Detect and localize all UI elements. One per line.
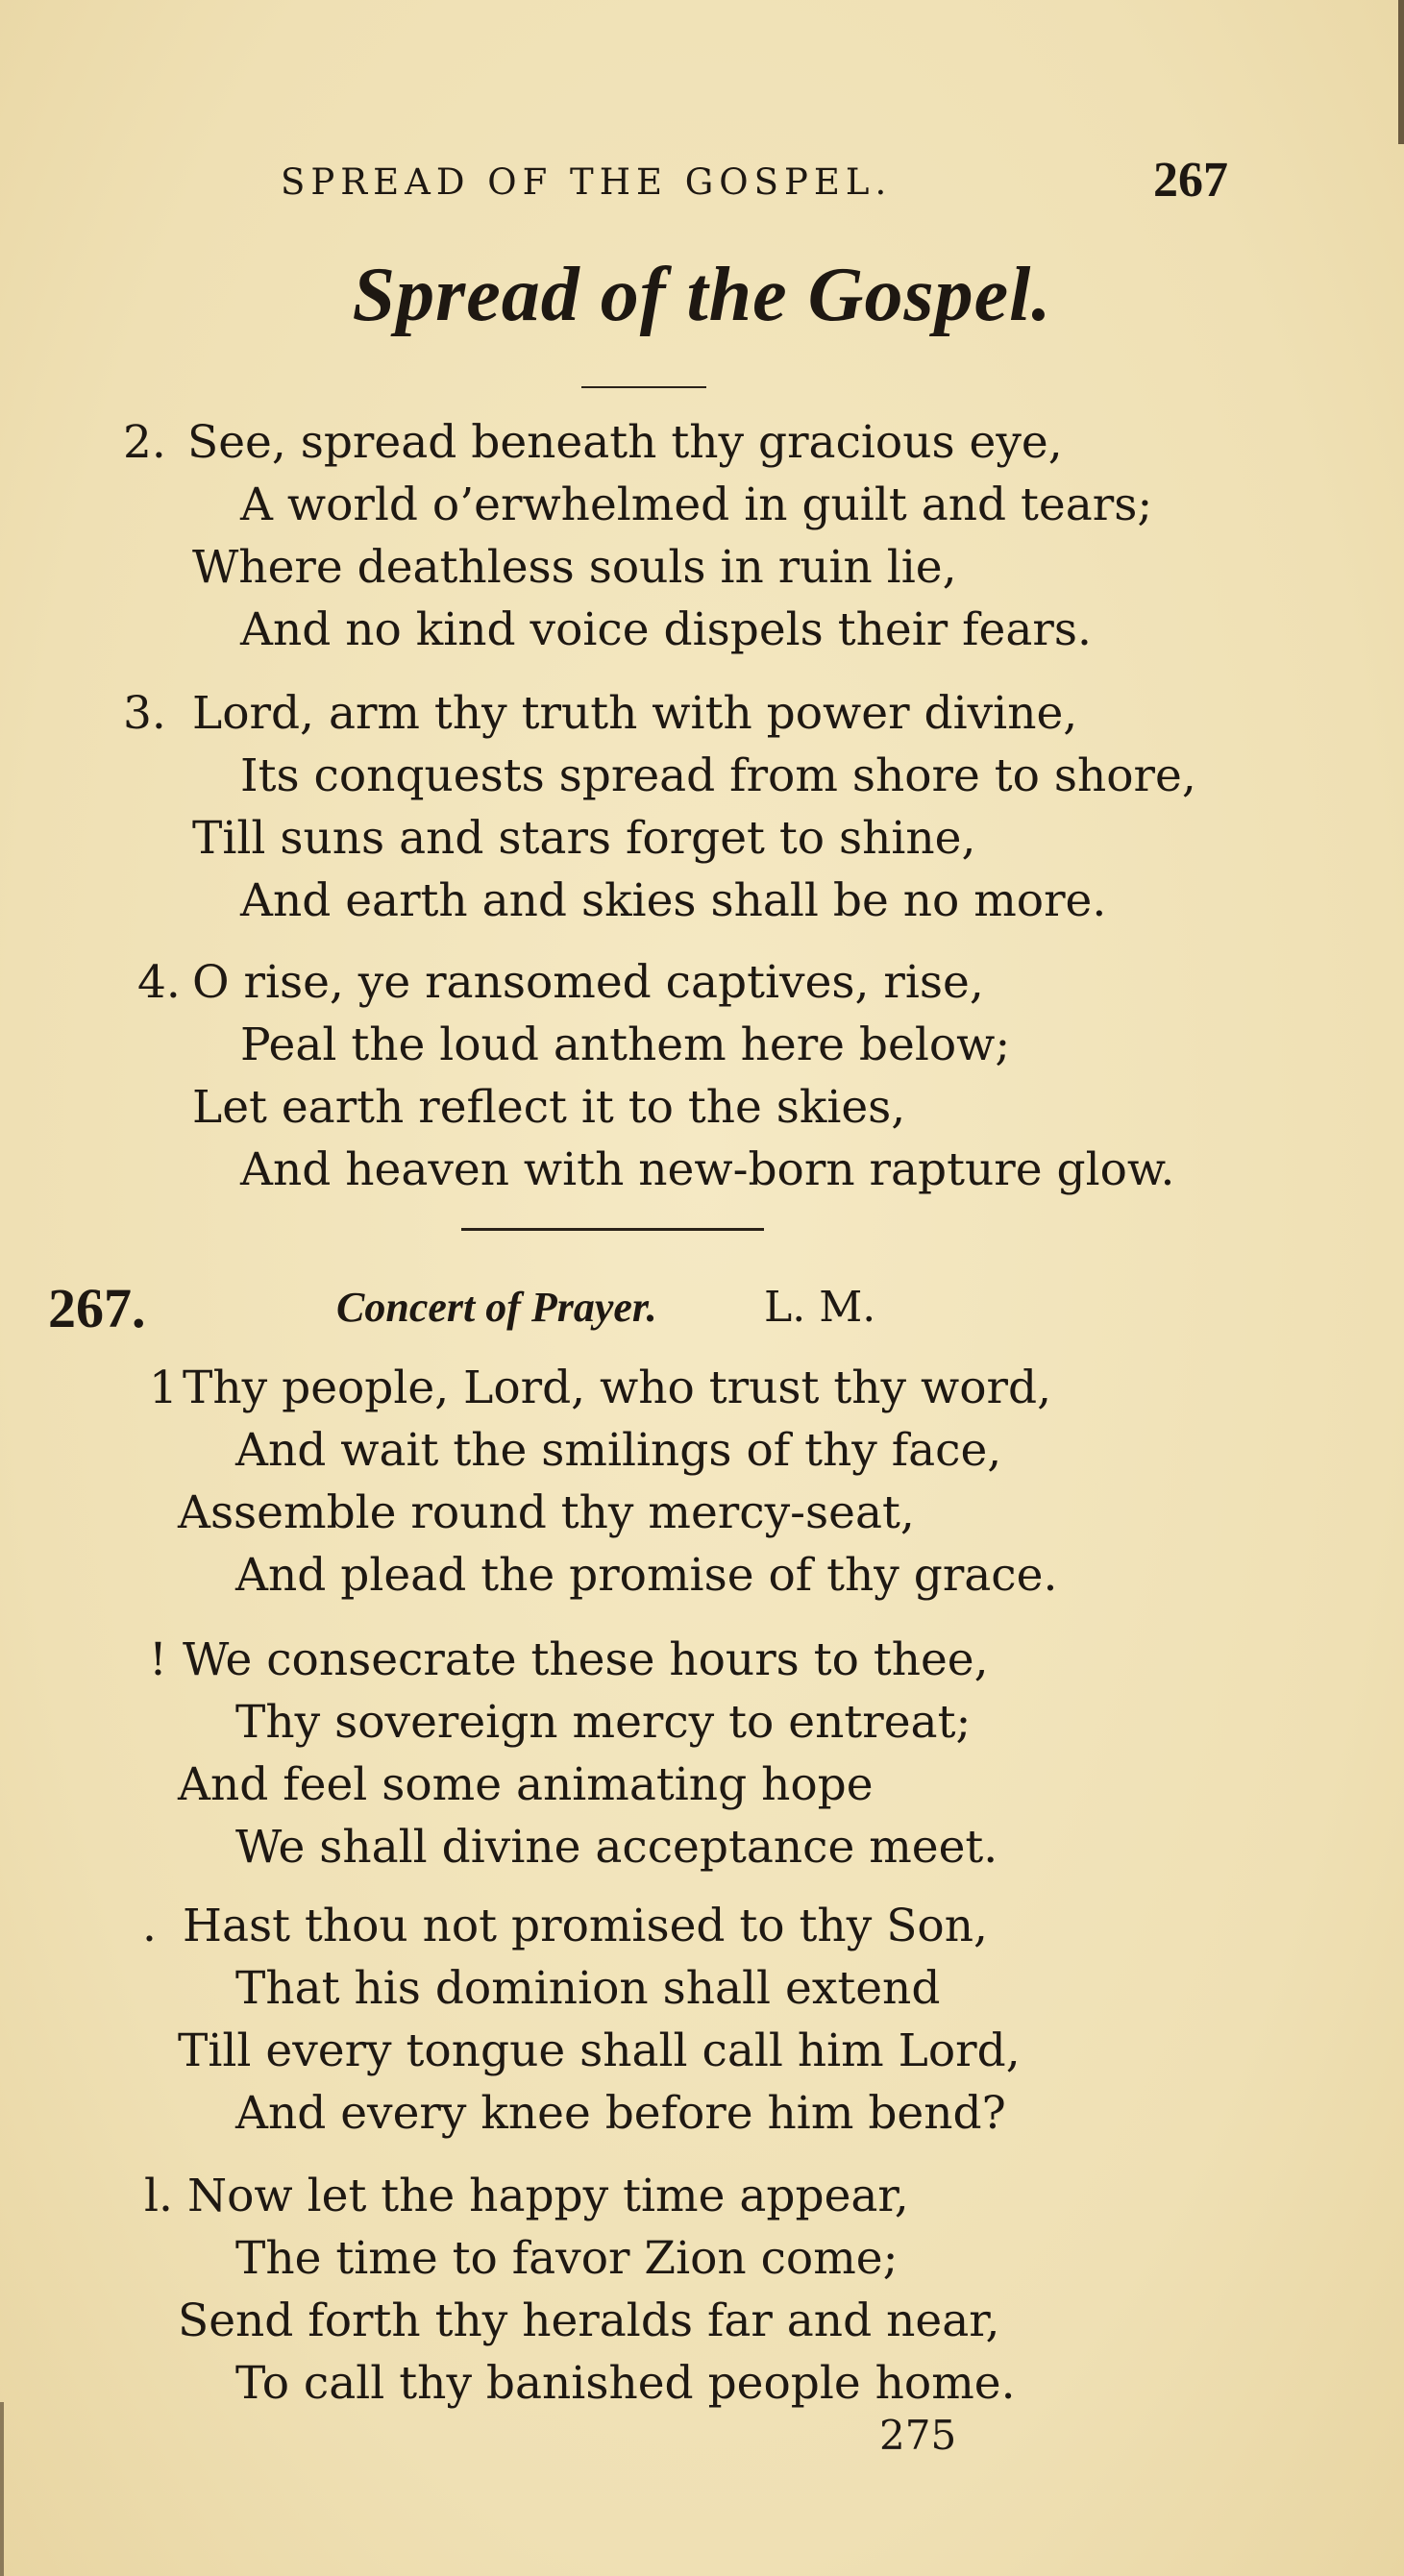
verse-line: And earth and skies shall be no more. <box>240 874 1107 927</box>
stanza-number: 4. <box>137 956 181 1009</box>
verse-line: Send forth thy heralds far and near, <box>178 2294 1000 2347</box>
verse-line: And wait the smilings of thy face, <box>235 1424 1002 1477</box>
running-head: SPREAD OF THE GOSPEL. <box>281 161 893 203</box>
verse-line: Till every tongue shall call him Lord, <box>178 2024 1021 2077</box>
verse-line: See, spread beneath thy gracious eye, <box>187 416 1063 469</box>
verse-line: Its conquests spread from shore to shore, <box>240 749 1196 802</box>
stanza-number: 3. <box>123 687 166 740</box>
stanza-number: l. <box>144 2170 173 2222</box>
hymn-number: 267. <box>48 1277 146 1339</box>
verse-line: A world o’erwhelmed in guilt and tears; <box>240 478 1153 531</box>
hymn-meter: L. M. <box>764 1283 876 1332</box>
verse-line: Where deathless souls in ruin lie, <box>192 541 957 594</box>
page-edge-left <box>0 2402 4 2576</box>
verse-line: Peal the loud anthem here below; <box>240 1018 1011 1071</box>
verse-line: Hast thou not promised to thy Son, <box>183 1900 988 1952</box>
stanza-number: . <box>142 1900 157 1952</box>
stanza-number: 1 <box>149 1362 178 1414</box>
folio-number: 275 <box>879 2412 957 2459</box>
verse-line: Thy people, Lord, who trust thy word, <box>183 1362 1052 1414</box>
page-edge-right <box>1398 0 1404 144</box>
verse-line: That his dominion shall extend <box>235 1962 941 2015</box>
verse-line: And every knee before him bend? <box>235 2087 1006 2140</box>
verse-line: To call thy banished people home. <box>235 2357 1016 2410</box>
verse-line: Let earth reflect it to the skies, <box>192 1081 906 1134</box>
verse-line: We consecrate these hours to thee, <box>183 1633 989 1686</box>
hymn-divider <box>461 1228 764 1231</box>
stanza-number: ! <box>149 1633 167 1686</box>
verse-line: And feel some animating hope <box>178 1758 874 1811</box>
section-title: Spread of the Gospel. <box>352 253 1052 337</box>
verse-line: O rise, ye ransomed captives, rise, <box>192 956 984 1009</box>
verse-line: And heaven with new-born rapture glow. <box>240 1143 1175 1196</box>
verse-line: We shall divine acceptance meet. <box>235 1821 998 1874</box>
verse-line: And plead the promise of thy grace. <box>235 1549 1058 1602</box>
verse-line: Till suns and stars forget to shine, <box>192 812 976 865</box>
hymn-page-number: 267 <box>1153 153 1228 208</box>
verse-line: Lord, arm thy truth with power divine, <box>192 687 1078 740</box>
verse-line: Now let the happy time appear, <box>187 2170 909 2222</box>
verse-line: Thy sovereign mercy to entreat; <box>235 1696 972 1749</box>
verse-line: Assemble round thy mercy-seat, <box>178 1486 915 1539</box>
hymn-title: Concert of Prayer. <box>336 1284 657 1331</box>
title-divider <box>581 386 706 388</box>
verse-line: The time to favor Zion come; <box>235 2232 899 2285</box>
verse-line: And no kind voice dispels their fears. <box>240 603 1092 656</box>
stanza-number: 2. <box>123 416 166 469</box>
